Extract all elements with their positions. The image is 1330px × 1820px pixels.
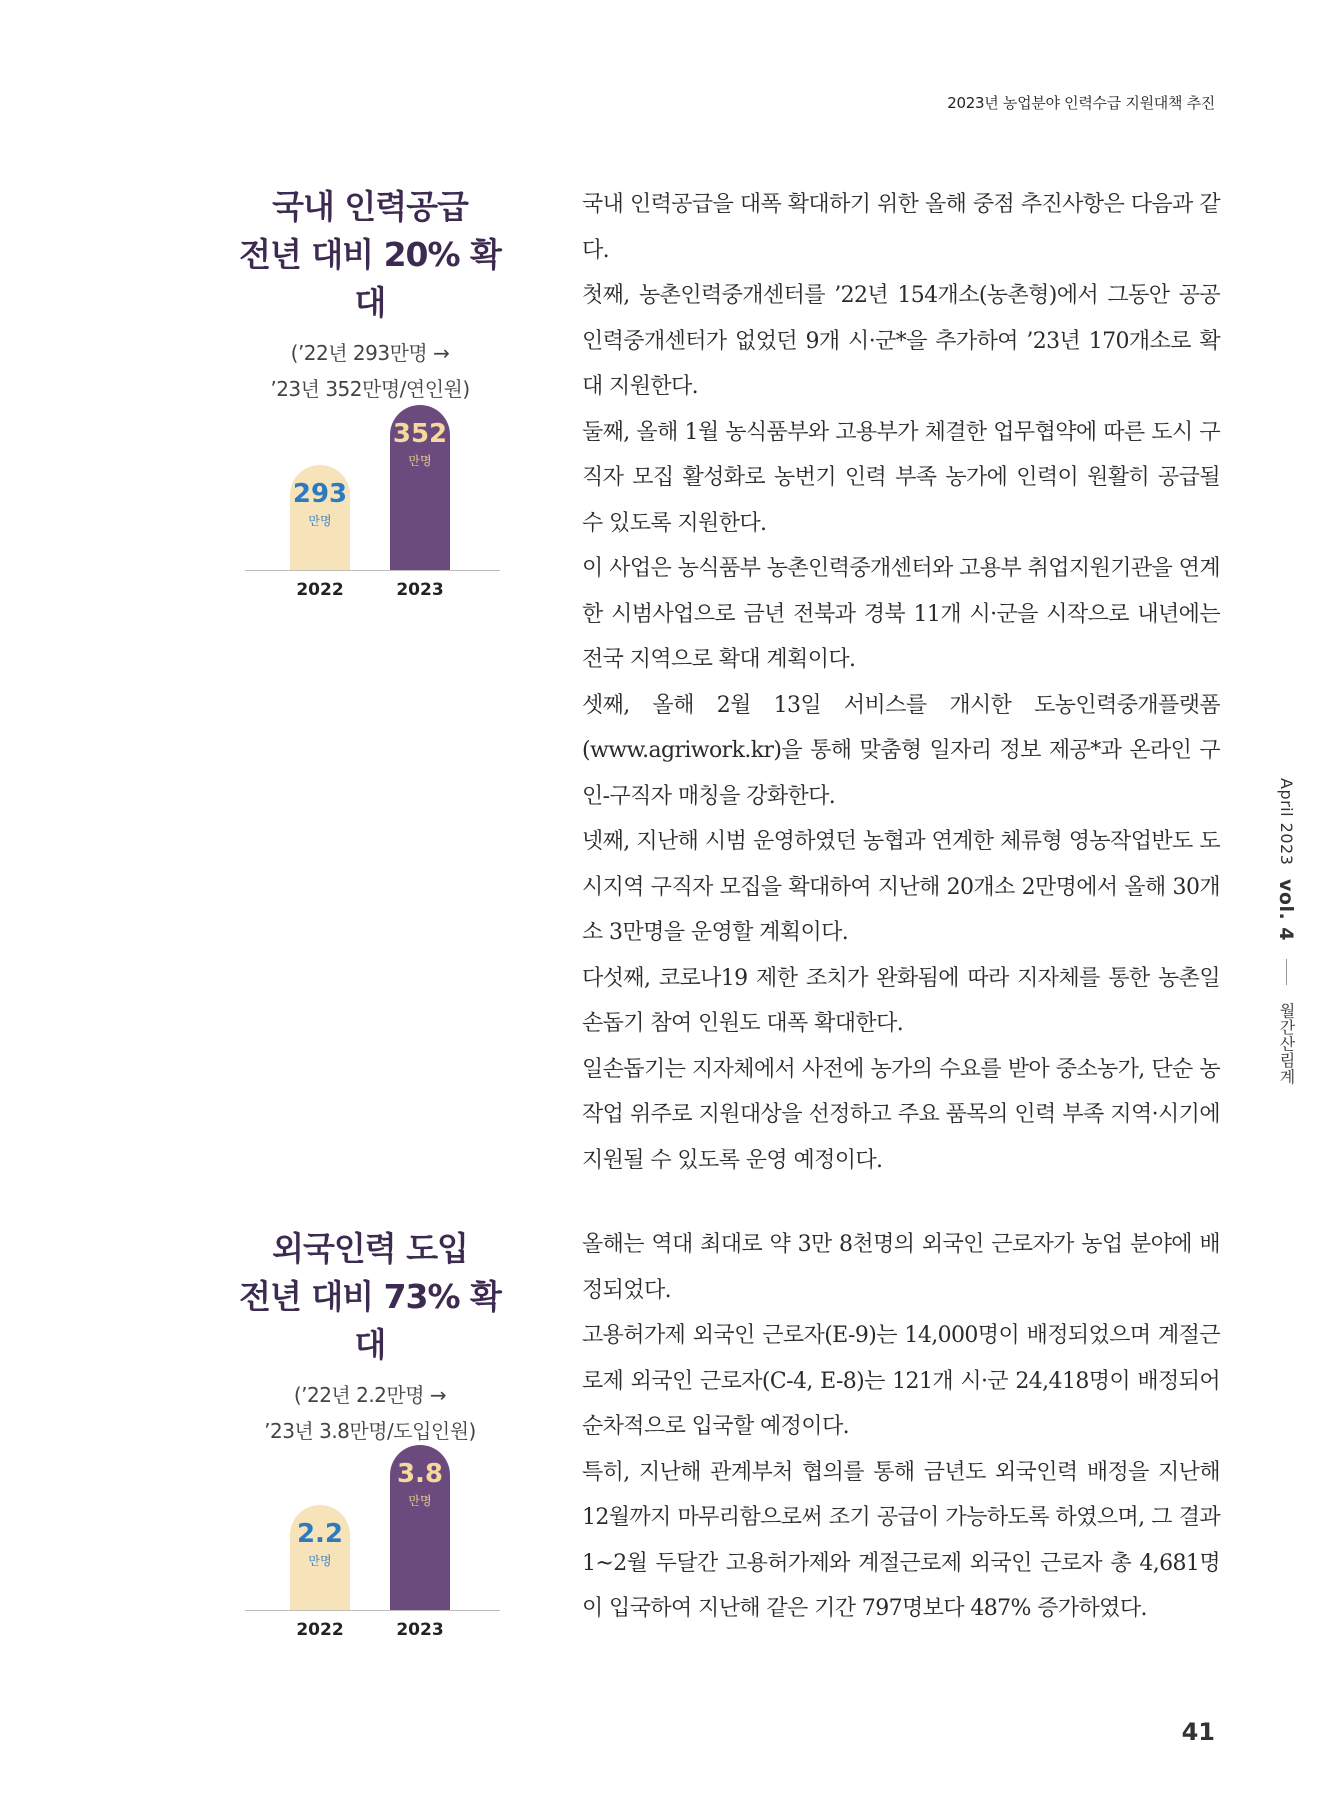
section1-paragraph: 다섯째, 코로나19 제한 조치가 완화됨에 따라 지자체를 통한 농촌일손돕기 참여 인원도 대폭 확대한다. [582, 965, 1220, 1036]
bar-2022 [290, 465, 350, 570]
section1-bar-chart [245, 400, 500, 610]
section2-bar-chart [245, 1440, 500, 1650]
section1-paragraph: 셋째, 올해 2월 13일 서비스를 개시한 도농인력중개플랫폼(www.agriwork.kr)을 통해 맞춤형 일자리 정보 제공*과 온라인 구인-구직자 매칭을 강화한다. [582, 692, 1220, 809]
bar-unit-2022: 만명 [308, 1554, 332, 1568]
section1-title-line1: 국내 인력공급 [272, 187, 468, 226]
section2-paragraph: 올해는 역대 최대로 약 3만 8천명의 외국인 근로자가 농업 분야에 배정되었다. [582, 1232, 1220, 1303]
section1-paragraph: 일손돕기는 지자체에서 사전에 농가의 수요를 받아 중소농가, 단순 농작업 위주로 지원대상을 선정하고 주요 품목의 인력 부족 지역·시기에 지원될 수 있도록 운영 예정이다. [582, 1056, 1220, 1173]
running-header: 2023년 농업분야 인력수급 지원대책 추진 [947, 94, 1215, 112]
section2-note [230, 1377, 510, 1449]
bar-value-2023: 352 [392, 419, 448, 449]
volume-label: vol. 4 [1275, 878, 1297, 941]
section2-body [582, 1222, 1220, 1632]
section1-paragraph: 넷째, 지난해 시범 운영하였던 농협과 연계한 체류형 영농작업반도 도시지역 구직자 모집을 확대하여 지난해 20개소 2만명에서 올해 30개소 3만명을 운영할 계획이다. [582, 829, 1220, 945]
section1-note [230, 335, 510, 407]
bar-value-2022: 293 [292, 479, 348, 509]
bar-value-2023: 3.8 [396, 1459, 444, 1489]
section1-paragraph: 둘째, 올해 1월 농식품부와 고용부가 체결한 업무협약에 따른 도시 구직자 모집 활성화로 농번기 인력 부족 농가에 인력이 원활히 공급될 수 있도록 지원한다. [582, 419, 1220, 536]
magazine-name: 월간산림계 [1277, 1002, 1296, 1085]
section2-sidebar [230, 1225, 510, 1449]
side-issue-label [1275, 778, 1298, 1085]
section2-title-line1: 외국인력 도입 [272, 1229, 468, 1268]
bar-2023 [390, 405, 450, 570]
bar-unit-2023: 만명 [408, 454, 432, 468]
category-label-2023: 2023 [396, 580, 444, 600]
section2-paragraph: 고용허가제 외국인 근로자(E-9)는 14,000명이 배정되었으며 계절근로제 외국인 근로자(C-4, E-8)는 121개 시·군 24,418명이 배정되어 순차적으로 입국할 예정이다. [582, 1323, 1220, 1439]
divider [1286, 959, 1287, 985]
category-label-2023: 2023 [396, 1620, 444, 1640]
issue-date: April 2023 [1277, 778, 1296, 866]
section2-note-line2: ’23년 3.8만명/도입인원) [264, 1419, 476, 1443]
section1-title-line2: 전년 대비 20% 확대 [239, 235, 501, 322]
bar-unit-2022: 만명 [308, 514, 332, 528]
section1-note-line2: ’23년 352만명/연인원) [270, 377, 470, 401]
section1-body [582, 182, 1220, 1183]
section1-paragraph: 이 사업은 농식품부 농촌인력중개센터와 고용부 취업지원기관을 연계한 시범사업으로 금년 전북과 경북 11개 시·군을 시작으로 내년에는 전국 지역으로 확대 계획이다. [582, 556, 1220, 672]
bar-value-2022: 2.2 [296, 1519, 344, 1549]
section1-paragraph: 첫째, 농촌인력중개센터를 ’22년 154개소(농촌형)에서 그동안 공공 인력중개센터가 없었던 9개 시·군*을 추가하여 ’23년 170개소로 확대 지원한다. [582, 283, 1220, 399]
section1-sidebar [230, 183, 510, 407]
chart-baseline [245, 1610, 500, 1611]
bar-2022 [290, 1505, 350, 1610]
bar-2023 [390, 1445, 450, 1610]
category-label-2022: 2022 [296, 580, 344, 600]
section2-paragraph: 특히, 지난해 관계부처 협의를 통해 금년도 외국인력 배정을 지난해 12월까지 마무리함으로써 조기 공급이 가능하도록 하였으며, 그 결과 1~2월 두달간 고용허가제와 계절근로제 외국인 근로자 총 4,681명이 입국하여 지난해 같은 기간 797명보다 487% 증가하였다. [582, 1459, 1220, 1621]
section2-note-line1: (’22년 2.2만명 → [293, 1383, 447, 1407]
section1-paragraph: 국내 인력공급을 대폭 확대하기 위한 올해 중점 추진사항은 다음과 같다. [582, 192, 1220, 263]
category-label-2022: 2022 [296, 1620, 344, 1640]
section2-title-line2: 전년 대비 73% 확대 [239, 1277, 501, 1364]
section1-note-line1: (’22년 293만명 → [290, 341, 450, 365]
page-number: 41 [1181, 1718, 1215, 1746]
chart-baseline [245, 570, 500, 571]
bar-unit-2023: 만명 [408, 1494, 432, 1508]
